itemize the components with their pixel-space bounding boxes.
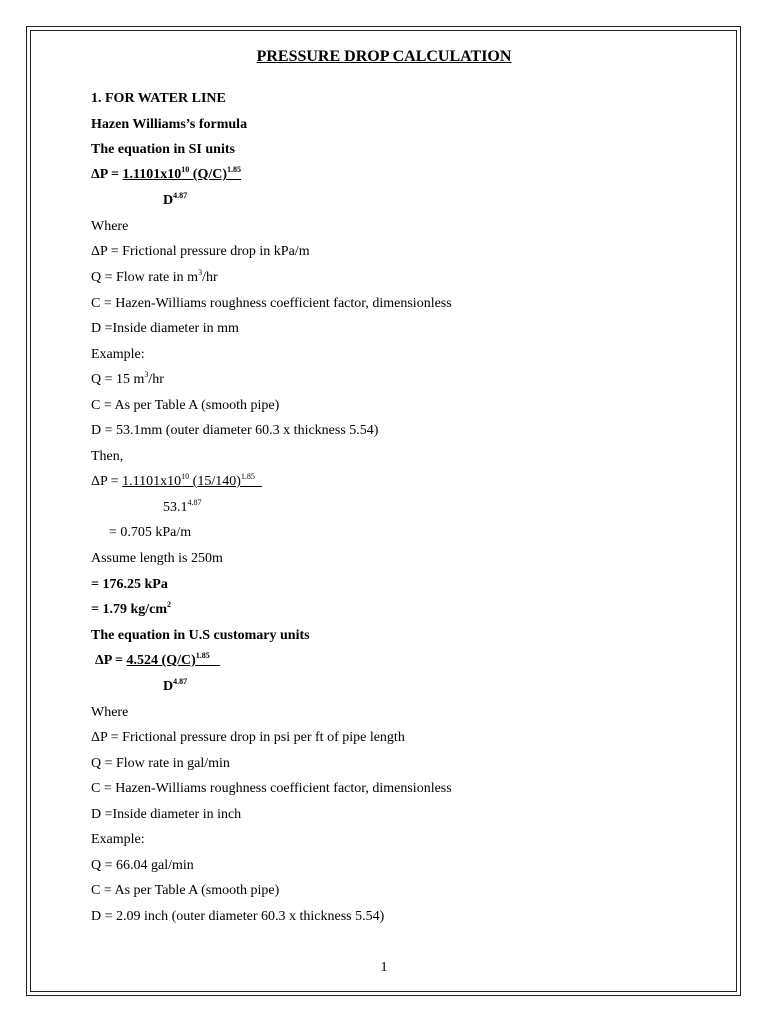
- definition-q-us: Q = Flow rate in gal/min: [91, 756, 230, 771]
- definition-c: C = Hazen-Williams roughness coefficient factor, dimensionless: [91, 296, 452, 311]
- definition-dp-us: ΔP = Frictional pressure drop in psi per ft of pipe length: [91, 730, 405, 745]
- example-label-2: Example:: [91, 832, 145, 847]
- example-d-us: D = 2.09 inch (outer diameter 60.3 x thickness 5.54): [91, 909, 385, 924]
- page-number: 1: [380, 960, 388, 975]
- where-label: Where: [91, 219, 129, 234]
- example-q-us: Q = 66.04 gal/min: [91, 858, 194, 873]
- definition-q: Q = Flow rate in $m^3/hr$: [91, 268, 218, 285]
- definition-d-us: D =Inside diameter in inch: [91, 807, 242, 822]
- us-equation-numerator: ΔP = 4.524 $(Q/C)^{1.85}$: [95, 651, 210, 668]
- section-heading: 1. FOR WATER LINE: [91, 91, 226, 106]
- example-q: Q = 15 $m^3/hr$: [91, 370, 164, 387]
- definition-dp: ΔP = Frictional pressure drop in kPa/m: [91, 244, 310, 259]
- result-kpa: = 176.25 kPa: [91, 577, 168, 592]
- definition-c-us: C = Hazen-Williams roughness coefficient factor, dimensionless: [91, 781, 452, 796]
- where-label-2: Where: [91, 705, 129, 720]
- formula-name: Hazen Williams’s formula: [91, 117, 248, 132]
- si-equation-numerator: $\Delta P = 1.1101x10^{10}$ $(Q/C)^{1.85}$: [91, 165, 241, 182]
- assume-length: Assume length is 250m: [91, 551, 223, 566]
- page-title: PRESSURE DROP CALCULATION: [256, 48, 512, 65]
- example-label: Example:: [91, 347, 145, 362]
- result-per-meter: = 0.705 kPa/m: [109, 525, 192, 540]
- example-c-us: C = As per Table A (smooth pipe): [91, 883, 280, 898]
- example-d: D = 53.1mm (outer diameter 60.3 x thickness 5.54): [91, 423, 379, 438]
- calc-denominator: $53.1^{4.87}$: [163, 498, 202, 515]
- calc-numerator: $\Delta P = 1.1101x10^{10}$ $(15/140)^{1.85}$: [91, 472, 255, 489]
- result-kgcm2: = 1.79 $kg/cm^2$: [91, 600, 172, 617]
- then-label: Then,: [91, 449, 124, 464]
- example-c: C = As per Table A (smooth pipe): [91, 398, 280, 413]
- us-units-heading: The equation in U.S customary units: [91, 628, 310, 643]
- si-units-heading: The equation in SI units: [91, 142, 235, 157]
- definition-d: D =Inside diameter in mm: [91, 321, 239, 336]
- us-equation-denominator: $D^{4.87}$: [163, 677, 188, 694]
- si-equation-denominator: $D^{4.87}$: [163, 191, 188, 208]
